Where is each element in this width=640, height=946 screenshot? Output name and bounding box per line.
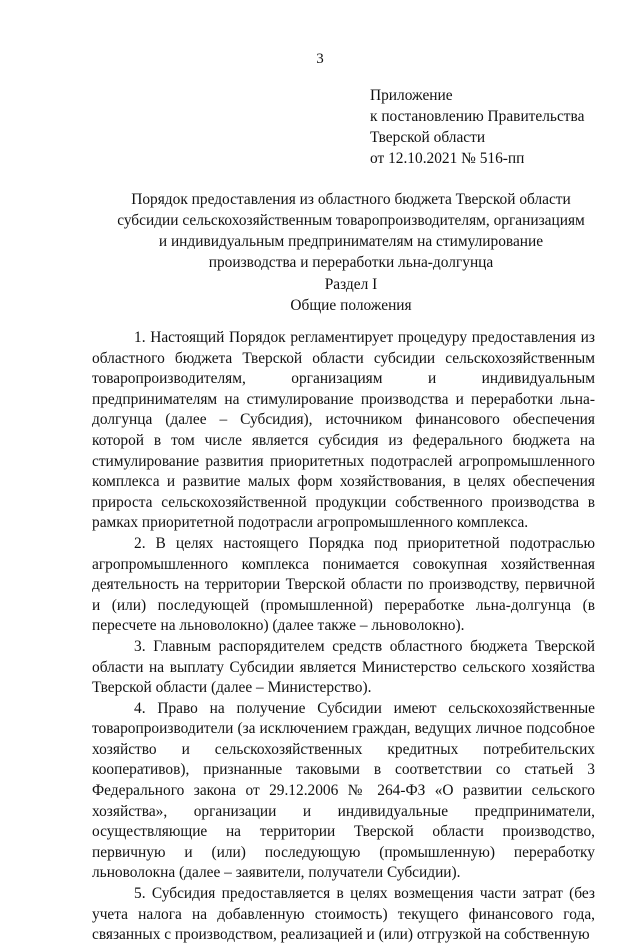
title-line: субсидии сельскохозяйственным товаропроизводителям, организациям: [117, 212, 585, 229]
section-heading: [90, 274, 612, 316]
section-name: Общие положения: [290, 297, 412, 314]
section-number: Раздел I: [324, 276, 378, 293]
paragraph-5: 5. Субсидия предоставляется в целях возмещения части затрат (без учета налога на добавленную стоимость) текущего финансового года, связанных с производством, реализацией и (или) отгрузкой на собственную: [92, 885, 595, 944]
annex-line: к постановлению Правительства: [370, 108, 585, 125]
annex-line: от 12.10.2021 № 516-пп: [370, 150, 525, 167]
title-line: производства и переработки льна-долгунца: [208, 254, 494, 271]
title-line: и индивидуальным предпринимателям на стимулирование: [158, 233, 544, 250]
annex-line: Приложение: [370, 87, 453, 104]
paragraph-3: 3. Главным распорядителем средств областного бюджета Тверской области на выплату Субсидии является Министерство сельского хозяйства Тверской области (далее – Министерство).: [92, 637, 595, 697]
paragraph-4: 4. Право на получение Субсидии имеют сельскохозяйственные товаропроизводители (за исключением граждан, ведущих личное подсобное хозяйство и сельскохозяйственных кредитных потребительских кооперативов), признанные таковыми в соответствии со статьей 3 Федерального закона от 29.12.2006 № 264-ФЗ «О развитии сельского хозяйства», организации и индивидуальные предприниматели, осуществляющие на территории Тверской области производство, первичную и (или) последующую (промышленную) переработку льноволокна (далее – заявители, получатели Субсидии).: [92, 699, 595, 882]
document-body: [92, 328, 595, 946]
page-number: 3: [316, 51, 324, 67]
title-line: Порядок предоставления из областного бюджета Тверской области: [131, 191, 571, 208]
document-title: [90, 189, 612, 273]
annex-line: Тверской области: [370, 129, 486, 146]
annex-block: [370, 85, 584, 169]
paragraph-1: 1. Настоящий Порядок регламентирует процедуру предоставления из областного бюджета Тверской области субсидии сельскохозяйственным товаропроизводителям, организациям и индивидуальным предпринимателям на стимулирование производства и переработки льна-долгунца (далее – Субсидия), источником финансового обеспечения которой в том числе является субсидия из федерального бюджета на стимулирование развития приоритетных подотраслей агропромышленного комплекса и развитие малых форм хозяйствования, в целях обеспечения прироста сельскохозяйственной продукции собственного производства в рамках приоритетной подотрасли агропромышленного комплекса.: [92, 329, 595, 532]
paragraph-2: 2. В целях настоящего Порядка под приоритетной подотраслью агропромышленного комплекса понимается совокупная хозяйственная деятельность на территории Тверской области по производству, первичной и (или) последующей (промышленной) переработке льна-долгунца (в пересчете на льноволокно) (далее также – льноволокно).: [92, 534, 595, 635]
